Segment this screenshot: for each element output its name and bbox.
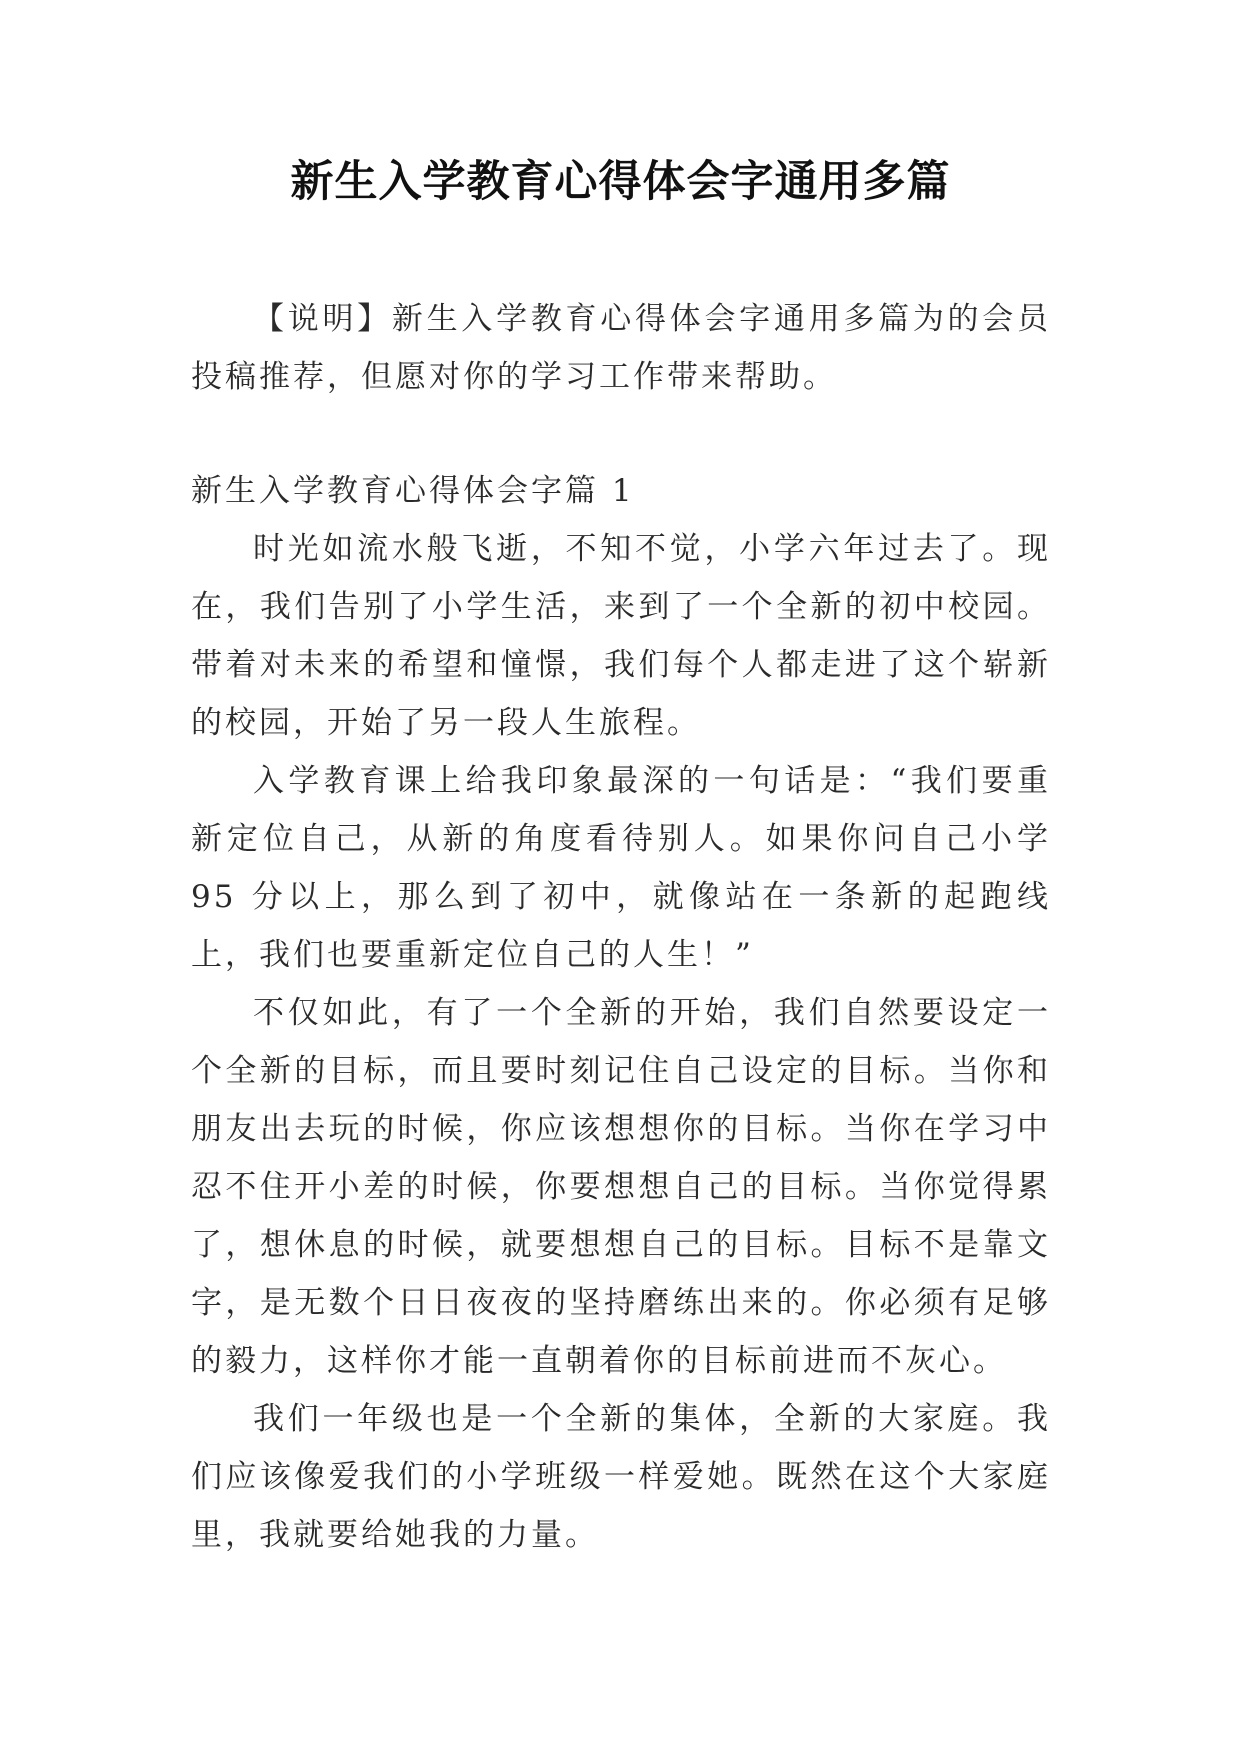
article-body [191,520,1051,1564]
document-title: 新生入学教育心得体会字通用多篇 [290,157,951,207]
paragraph: 时光如流水般飞逝，不知不觉，小学六年过去了。现在，我们告别了小学生活，来到了一个全新的初中校园。带着对未来的希望和憧憬，我们每个人都走进了这个崭新的校园，开始了另一段人生旅程。 [191,531,1051,741]
intro-note: 【说明】新生入学教育心得体会字通用多篇为的会员投稿推荐，但愿对你的学习工作带来帮助。 [191,301,1051,395]
paragraph: 不仅如此，有了一个全新的开始，我们自然要设定一个全新的目标，而且要时刻记住自己设定的目标。当你和朋友出去玩的时候，你应该想想你的目标。当你在学习中忍不住开小差的时候，你要想想自己的目标。当你觉得累了，想休息的时候，就要想想自己的目标。目标不是靠文字，是无数个日日夜夜的坚持磨练出来的。你必须有足够的毅力，这样你才能一直朝着你的目标前进而不灰心。 [191,995,1051,1379]
paragraph: 我们一年级也是一个全新的集体，全新的大家庭。我们应该像爱我们的小学班级一样爱她。既然在这个大家庭里，我就要给她我的力量。 [191,1401,1051,1553]
paragraph: 入学教育课上给我印象最深的一句话是：“我们要重新定位自己，从新的角度看待别人。如果你问自己小学 95 分以上，那么到了初中，就像站在一条新的起跑线上，我们也要重新定位自己的人生！” [191,763,1051,973]
section-heading: 新生入学教育心得体会字篇 1 [191,473,635,509]
